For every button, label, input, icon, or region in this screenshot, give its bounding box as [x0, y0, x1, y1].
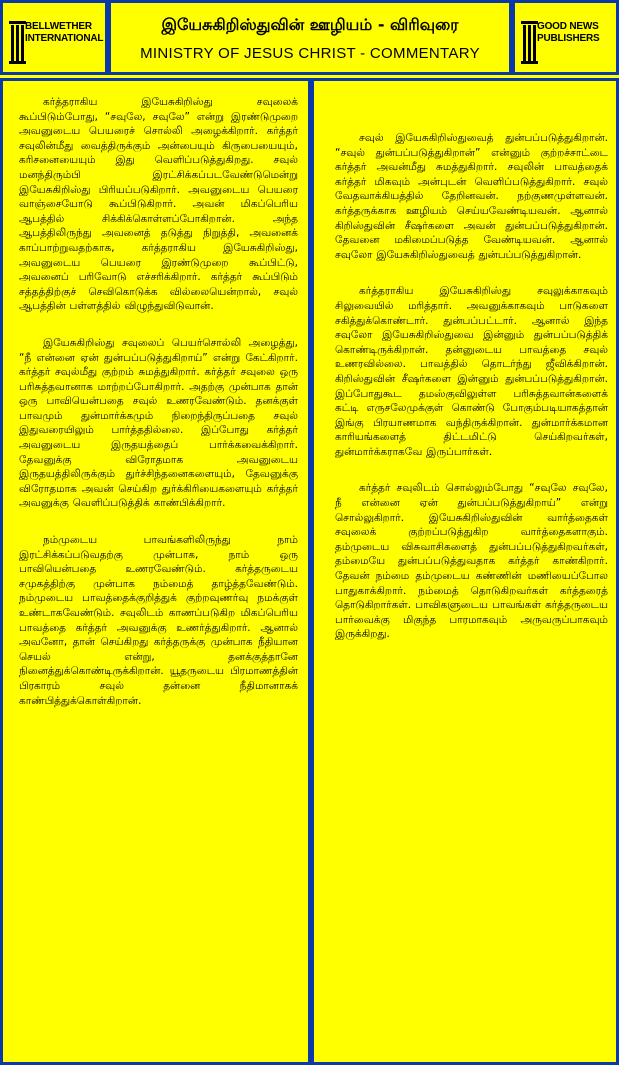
right-column-text — [335, 131, 608, 1054]
bellwether-line1: BELLWETHER — [25, 21, 92, 32]
title-english: MINISTRY OF JESUS CHRIST - COMMENTARY — [140, 45, 480, 62]
left-paragraph-1: கர்த்தராகிய இயேசுகிறிஸ்து சவுலைக் கூப்பிடும்போது, “சவுலே, சவுலே” என்று இரண்டுமுறை அவனுடைய பெயரைச் சொல்லி அழைக்கிறார். கர்த்தர் சவுலின்மீது வைத்திருக்கும் அன்பையும் கிருபையையும், கரிசனையையும் இது வெளிப்படுத்துகிறது. சவுல் மனந்திரும்பி இரட்சிக்கப்படவேண்டுமென்று இயேசுகிறிஸ்து பிரியப்படுகிறார். அவனுடைய பெயரை வாஞ்சையோடு கூப்பிடுகிறார். அவன் மிகப்பெரிய ஆபத்தில் சிக்கிக்கொள்ளப்போகிறான். அந்த ஆபத்திலிருந்து அவனைத் தடுத்து நிறுத்தி, அவனைக் காப்பாற்றுவதற்காக, கர்த்தராகிய இயேசுகிறிஸ்து, அவனுடைய பெயரை இரண்டுமுறை கூப்பிட்டு, அவனைப் பரிவோடு எச்சரிக்கிறார். கர்த்தர் கூப்பிடும் சத்தத்திற்குச் செவிகொடுக்க வில்லையென்றால், சவுல் ஆபத்தின் பள்ளத்தில் விழுந்துவிடுவான். — [19, 96, 298, 313]
title-box — [108, 0, 512, 75]
header — [0, 0, 619, 78]
right-paragraph-1: சவுல் இயேசுகிறிஸ்துவைத் துன்பப்படுத்துகிறான். “சவுல் துன்பப்படுத்துகிறான்” என்னும் குற்றச்சாட்டை கர்த்தர் அவன்மீது சுமத்துகிறார். சவுலின் பாவத்தைக் கர்த்தர் மிகவும் அன்புடன் வெளிப்படுத்துகிறார். சவுல் வேதவாக்கியத்தில் தேறினவன். நற்குணமுள்ளவன். கர்த்தருக்காக ஊழியம் செய்யவேண்டியவன். ஆனால் கிறிஸ்துவின் சீஷர்களை அவன் துன்பப்படுத்துகிறான். தேவனை மகிமைப்படுத்த வேண்டியவன். ஆனால் சவுலோ இயேசுகிறிஸ்துவைத் துன்பப்படுத்துகிறான். — [335, 132, 608, 261]
bellwether-logo-box — [0, 0, 108, 75]
right-paragraph-2: கர்த்தராகிய இயேசுகிறிஸ்து சவுலுக்காகவும் சிலுவையில் மரித்தார். அவனுக்காகவும் பாடுகளை சகித்துக்கொண்டார். துன்பப்பட்டார். ஆனால் இந்த சவுலோ இயேசுகிறிஸ்துவை இன்னும் துன்பப்படுத்திக் கொண்டிருக்கிறான். தன்னுடைய பாவத்தை சவுல் உணரவில்லை. பாவத்தில் தொடர்ந்து ஜீவிக்கிறான். கிறிஸ்துவின் சீஷர்களை இன்னும் துன்பப்படுத்துகிறான். இப்போதுகூட தமஸ்குவிலுள்ள பரிசுத்தவான்களைக் கட்டி எருசலேமுக்குள் கொண்டு போகும்படியாகத்தான் இங்கு பிரயாணமாக வந்திருக்கிறான். துன்மார்க்கமான காரியங்களைத் திட்டமிட்டு செய்கிறவர்கள், துன்மார்க்கராகவே இருப்பார்கள். — [335, 285, 608, 458]
right-paragraph-3: கர்த்தர் சவுலிடம் சொல்லும்போது “சவுலே சவுலே, நீ என்னை ஏன் துன்பப்படுத்துகிறாய்” என்று சொல்லுகிறார். இயேசுகிறிஸ்துவின் வார்த்தைகள் சவுலைக் குற்றப்படுத்துகிற வார்த்தைகளாகும். தம்முடைய விசுவாசிகளைத் துன்பப்படுத்துகிறவர்கள், தம்மையே துன்பப்படுத்துவதாக கர்த்தர் காண்கிறார். தேவன் நம்மை தம்முடைய கண்ணின் மணியைப்போல பாதுகாக்கிறார். நம்மைத் தொடுகிறவர்கள் கர்த்தரைத் தொடுகிறார்கள். பாவிகளுடைய பாவங்கள் கர்த்தருடைய பார்வைக்கு மிகுந்த பாரமாகவும் அருவருப்பாகவும் இருக்கிறது. — [335, 482, 608, 641]
bellwether-logo-text — [25, 21, 103, 45]
bellwether-line2: INTERNATIONAL — [25, 33, 104, 44]
left-paragraph-3: நம்முடைய பாவங்களிலிருந்து நாம் இரட்சிக்கப்படுவதற்கு முன்பாக, நாம் ஒரு பாவியென்பதை உணரவேண்டும். கர்த்தருடைய சமுகத்திற்கு முன்பாக நம்மைத் தாழ்த்தவேண்டும். நம்முடைய பாவத்தைக்குறித்துக் குற்றவுணர்வு நமக்குள் உண்டாகவேண்டும். சவுலிடம் காணப்படுகிற மிகப்பெரிய பாவத்தை கர்த்தர் அவனுக்கு உணர்த்துகிறார். ஆனால் அவனோ, தான் செய்கிறது கர்த்தருக்கு முன்பாக நீதியான செயல் என்று, தனக்குத்தானே நினைத்துக்கொண்டிருக்கிறான். யூதருடைய பிரமாணத்தின் பிரகாரம் சவுல் தன்னை நீதிமானாகக் காண்பித்துக்கொள்கிறான். — [19, 534, 298, 707]
right-column — [311, 78, 619, 1065]
left-column — [0, 78, 311, 1065]
goodnews-line1: GOOD NEWS — [537, 21, 599, 32]
title-tamil: இயேசுகிறிஸ்துவின் ஊழியம் - விரிவுரை — [161, 15, 459, 34]
goodnews-logo-box — [512, 0, 619, 75]
left-column-text — [19, 95, 298, 1054]
goodnews-line2: PUBLISHERS — [537, 33, 600, 44]
goodnews-logo-text — [537, 21, 599, 45]
left-paragraph-2: இயேசுகிறிஸ்து சவுலைப் பெயர்சொல்லி அழைத்து, “நீ என்னை ஏன் துன்பப்படுத்துகிறாய்” என்று கேட்கிறார். கர்த்தர் சவுல்மீது குற்றம் சுமத்துகிறார். கர்த்தர் சவுலை ஒரு பரிசுத்தவானாக மாற்றப்போகிறார். அதற்கு முன்பாக தான் ஒரு பாவியென்பதை சவுல் உணரவேண்டும். தனக்குள் பாவமும் துன்மார்க்கமும் நிறைந்திருப்பதை சவுல் இதுவரையிலும் பார்த்ததில்லை. இப்போது கர்த்தர் அவனுடைய இருதயத்தைப் பார்க்கவைக்கிறார். தேவனுக்கு விரோதமாக அவனுடைய இருதயத்திலிருக்கும் துர்ச்சிந்தனைகளையும், தேவனுக்கு விரோதமாக அவன் செய்கிற துர்க்கிரியைகளையும் கர்த்தர் அவனுக்கு வெளிப்படுத்திக் காண்பிக்கிறார். — [19, 336, 298, 510]
